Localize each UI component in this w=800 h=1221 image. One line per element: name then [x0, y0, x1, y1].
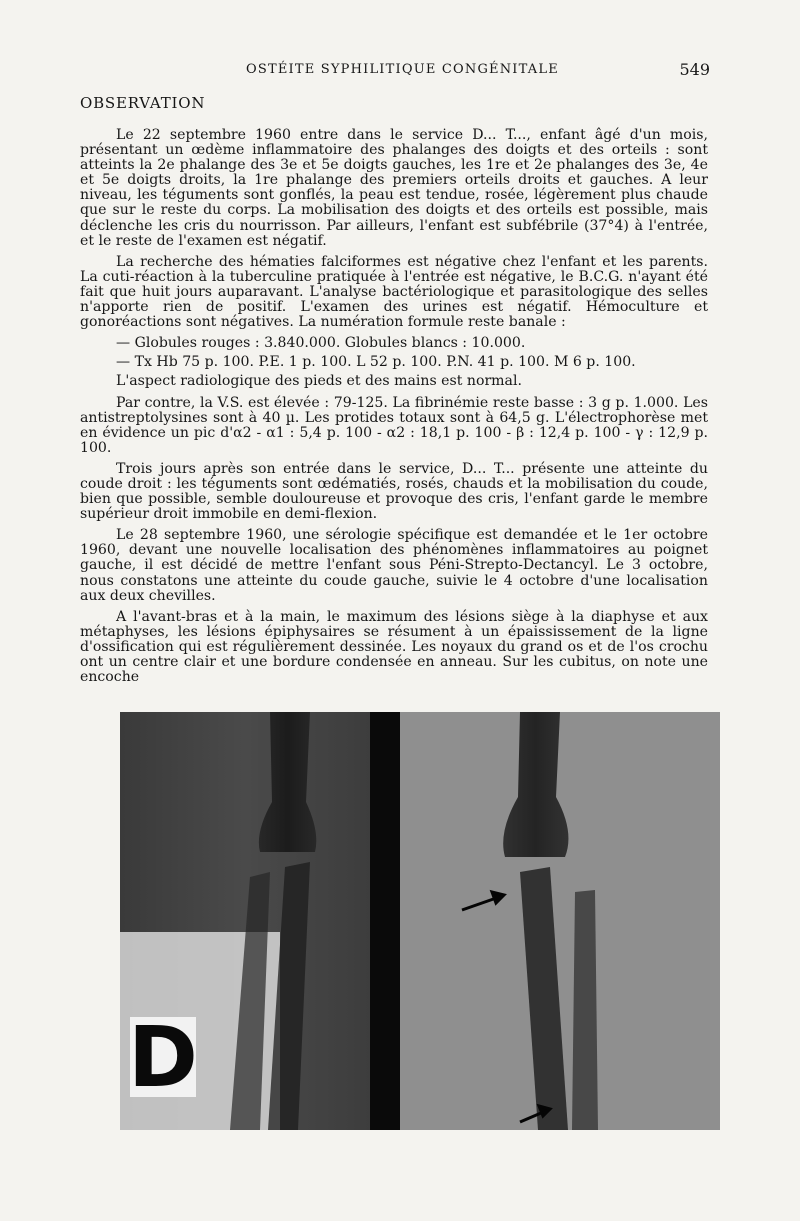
radiograph-figure — [120, 712, 720, 1130]
right-ulna-shape — [572, 890, 598, 1130]
running-head — [80, 62, 710, 82]
radiograph-image — [120, 712, 720, 1130]
list-item-formule: — Tx Hb 75 p. 100. P.E. 1 p. 100. L 52 p. 100. P.N. 41 p. 100. M 6 p. 100. — [116, 354, 636, 371]
paragraph-radiology: L'aspect radiologique des pieds et des mains est normal. — [116, 373, 522, 390]
panel-divider — [370, 712, 400, 1130]
running-title: OSTÉITE SYPHILITIQUE CONGÉNITALE — [246, 62, 559, 77]
paragraph-lab-tests: La recherche des hématies falciformes est négative chez l'enfant et les parents. La cuti-réaction à la tuberculine pratiquée à l'entrée est négative, le B.C.G. n'ayant été fait que huit jours auparavant. L'analyse bactériologique et parasitologique des selles n'apporte rien de positif. L'examen des urines est négatif. Hémoculture et gonoréactions sont négatives. La numération formule reste banale : — [80, 253, 708, 331]
body-text — [80, 128, 708, 691]
section-heading: OBSERVATION — [80, 94, 206, 112]
paragraph-forearm-lesions: A l'avant-bras et à la main, le maximum des lésions siège à la diaphyse et aux métaphyses, les lésions épiphysaires se résument à un épaississement de la ligne d'ossification qui est régulièrement dessinée. Les noyaux du grand os et de l'os crochu ont un centre clair et une bordure condensée en anneau. Sur les cubitus, on note une encoche — [80, 608, 708, 686]
paragraph-serology: Le 28 septembre 1960, une sérologie spécifique est demandée et le 1er octobre 1960, devant une nouvelle localisation des phénomènes inflammatoires au poignet gauche, il est décidé de mettre l'enfant sous Péni-Strepto-Dectancyl. Le 3 octobre, nous constatons une atteinte du coude gauche, suivie le 4 octobre d'une localisation aux deux chevilles. — [80, 527, 708, 604]
paragraph-elbow-right: Trois jours après son entrée dans le service, D... T... présente une atteinte du coude droit : les téguments sont œdématiés, rosés, chauds et la mobilisation du coude, bien que possible, semble douloureuse et provoque des cris, l'enfant garde le membre supérieur droit immobile en demi-flexion. — [80, 460, 708, 523]
list-item-globules: — Globules rouges : 3.840.000. Globules blancs : 10.000. — [116, 335, 526, 352]
paragraph-vs: Par contre, la V.S. est élevée : 79-125. La fibrinémie reste basse : 3 g p. 1.000. Les antistreptolysines sont à 40 µ. Les protides totaux sont à 64,5 g. L'électrophorèse met en évidence un pic d'α2 - α1 : 5,4 p. 100 - α2 : 18,1 p. 100 - β : 12,4 p. 100 - γ : 12,9 p. 100. — [80, 394, 708, 456]
page-number: 549 — [679, 60, 710, 79]
side-label-d: D — [128, 1008, 198, 1106]
paragraph-admission: Le 22 septembre 1960 entre dans le service D... T..., enfant âgé d'un mois, présentant un œdème inflammatoire des phalanges des doigts et des orteils : sont atteints la 2e phalange des 3e et 5e doigts gauches, les 1re et 2e phalanges des 3e, 4e et 5e doigts droits, la 1re phalange des premiers orteils droits et gauches. A leur niveau, les téguments sont gonflés, la peau est tendue, rosée, légèrement plus chaude que sur le reste du corps. La mobilisation des doigts et des orteils est possible, mais déclenche les cris du nourrisson. Par ailleurs, l'enfant est subfébrile (37°4) à l'entrée, et le reste de l'examen est négatif. — [80, 127, 708, 249]
